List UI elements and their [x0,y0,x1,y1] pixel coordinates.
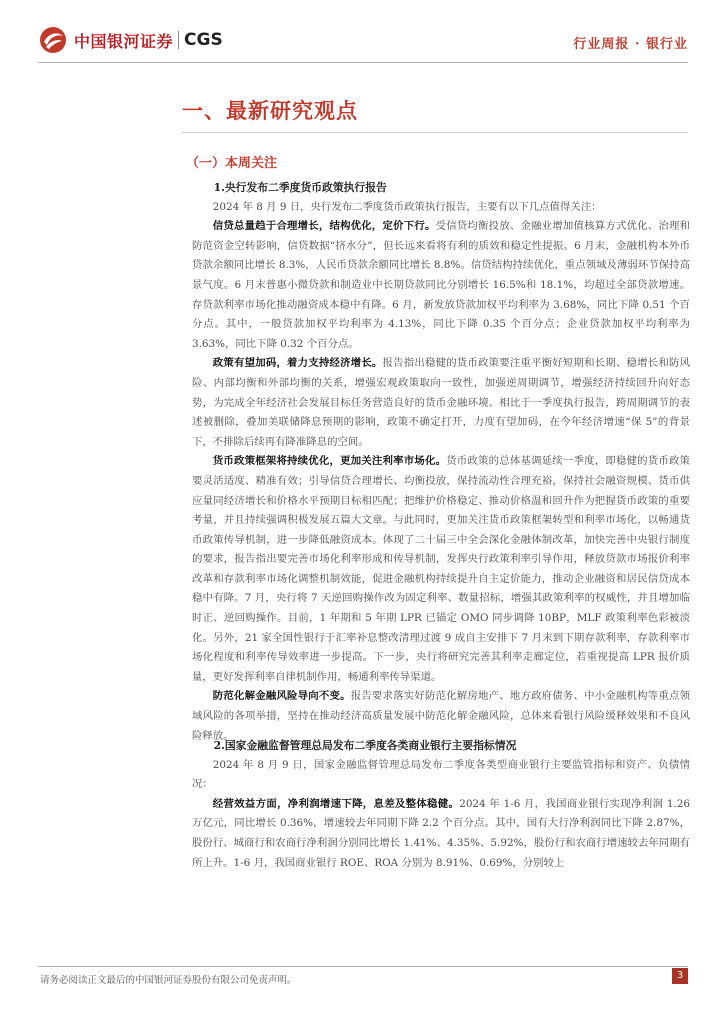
paragraph-body: 报告指出稳健的货币政策要注重平衡好短期和长期、稳增长和防风险、内部均衡和外部均衡的关系，增强宏观政策取向一致性，加强逆周期调节，增强经济持续回升向好态势，为完成全年经济社会发展目标任务营造良好的货币金融环境。相比于一季度执行报告，跨周期调节的表述被删除，叠加美联储降息预期的影响，政策不确定打开，力度有望加码，在今年经济增速“保 5”的背景下，不排除后续再有降准降息的空间。 [192,357,690,448]
paragraph-body: 2024 年 1-6 月，我国商业银行实现净利润 1.26 万亿元，同比增长 0.36%，增速较去年同期下降 2.2 个百分点。其中，国有大行净利润同比下降 2.87%，股份行、城商行和农商行净利润分别同比增长 1.41%、4.35%、5.92%，股份行和农商行增速较去年同期有所上升。1-6 月，我国商业银行 ROE、ROA 分别为 8.91%、0.69%，分别较上 [192,797,690,869]
article-2-paragraph [192,795,690,873]
article-1-heading: 1.央行发布二季度货币政策执行报告 [213,181,387,194]
paragraph-lead: 货币政策框架将持续优化，更加关注利率市场化。 [212,455,447,468]
paragraph-lead: 政策有望加码，着力支持经济增长。 [212,357,383,370]
section-divider [182,132,688,133]
footer-disclaimer: 请务必阅读正文最后的中国银河证券股份有限公司免责声明。 [40,975,297,986]
galaxy-logo-icon [38,25,68,55]
paragraph-body: 受信贷均衡投放、金融业增加值核算方式优化、治理和防范资金空转影响，信贷数据“挤水分”，但长远来看将有利的质效和稳定性提振。6 月末，金融机构本外币贷款余额同比增长 8.3%，人民币贷款余额同比增长 8.8%。信贷结构持续优化，重点领域及薄弱环节保持高景气度。6 月末普惠小微贷款和制造业中长期贷款同比分别增长 16.5%和 18.1%，均超过全部贷款增速。存贷款利率市场化推动融资成本稳中有降。6 月，新发放贷款加权平均利率为 3.68%，同比下降 0.51 个百分点。其中，一般贷款加权平均利率为 4.13%，同比下降 0.35 个百分点；企业贷款加权平均利率为 3.63%，同比下降 0.32 个百分点。 [192,220,690,350]
article-1-paragraph [192,354,690,452]
report-type-label: 行业周报 · 银行业 [573,37,688,52]
paragraph-lead: 经营效益方面，净利润增速下降，息差及整体稳健。 [212,797,460,810]
page-header [0,0,724,62]
article-2 [192,736,690,873]
article-2-heading: 2.国家金融监督管理总局发布二季度各类商业银行主要指标情况 [213,739,517,752]
article-1-paragraph [192,452,690,687]
footer-divider [38,966,688,967]
logo-separator [178,31,179,49]
paragraph-lead: 信贷总量趋于合理增长，结构优化，定价下行。 [212,220,436,233]
paragraph-lead: 防范化解金融风险导向不变。 [212,690,351,703]
article-1 [192,178,690,746]
company-logo [38,24,223,56]
article-1-paragraph [192,217,690,354]
article-2-intro: 2024 年 8 月 9 日，国家金融监督管理总局发布二季度各类型商业银行主要监管指标和资产、负债情况： [192,758,690,791]
paragraph-body: 报告要求落实好防范化解房地产、地方政府债务、中小金融机构等重点领域风险的各项举措，坚持在推动经济高质量发展中防范化解金融风险，总体来看银行风险缓释效果和不良风险释放。 [192,690,690,742]
logo-chinese-text: 中国银河证券 [74,31,174,51]
article-1-intro: 2024 年 8 月 9 日，央行发布二季度货币政策执行报告，主要有以下几点值得关注： [212,200,602,213]
paragraph-body: 货币政策的总体基调延续一季度，即稳健的货币政策要灵活适度、精准有效；引导信贷合理增长、均衡投放，保持流动性合理充裕，保持社会融资规模、货币供应量同经济增长和价格水平预期目标相匹配；把维护价格稳定、推动价格温和回升作为把握货币政策的重要考量，并且持续强调积极发展五篇大文章。与此同时，更加关注货币政策框架转型和利率市场化，以畅通货币政策传导机制，进一步降低融资成本。体现了二十届三中全会深化金融体制改革，加快完善中央银行制度的要求，报告指出要完善市场化利率形成和传导机制，发挥央行政策利率引导作用，释放贷款市场报价利率改革和存款利率市场化调整机制效能，促进金融机构持续提升自主定价能力，推动企业融资和居民信贷成本稳中有降。7 月，央行将 7 天逆回购操作改为固定利率、数量招标，增强其政策利率的权威性，并且增加临时正、逆回购操作。目前，1 年期和 5 年期 LPR 已锚定 OMO 同步调降 10BP，MLF 政策利率色彩被淡化。另外，21 家全国性银行于汇率补息整改清理过渡 9 成自主安排下 7 月末到下期存款利率，存款利率市场化程度和利率传导效率进一步提高。下一步，央行将研究完善其利率走廊定位，若重视提高 LPR 报价质量，更好发挥利率自律机制作用，畅通利率传导渠道。 [192,455,690,683]
logo-english-text: CGS [184,30,223,50]
page-number: 3 [672,968,688,984]
subsection-title: （一）本周关注 [186,156,278,171]
header-divider [38,62,688,63]
section-title: 一、最新研究观点 [182,98,358,123]
